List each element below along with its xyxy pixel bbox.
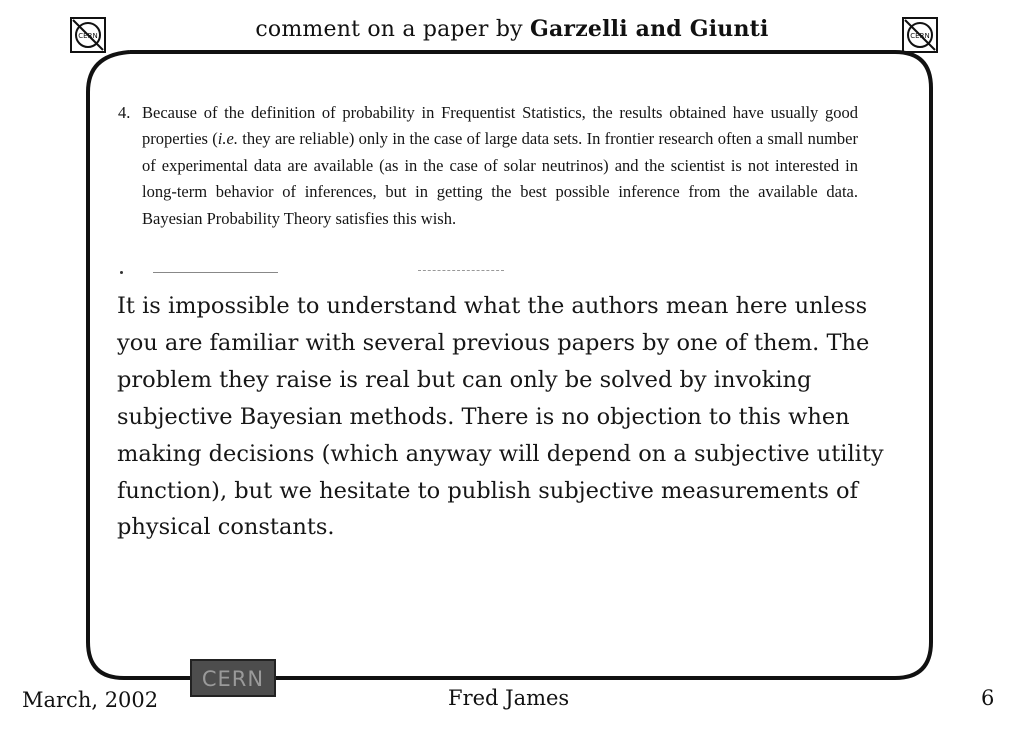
title-authors: Garzelli and Giunti bbox=[529, 16, 769, 42]
footer-date: March, 2002 bbox=[22, 688, 159, 712]
comment-text: It is impossible to understand what the authors mean here unless you are familiar with several previous papers by one of them. The problem they raise is real but can only be solved by invoking subjective Bayesian methods. There is no objection to this when making decisions (which anyway will depend on a subjective utility function), but we hesitate to publish subjective measurements of physical constants. bbox=[117, 293, 884, 541]
separator-rule-dashed bbox=[418, 270, 504, 271]
cern-badge: CERN bbox=[190, 659, 276, 697]
quoted-paragraph bbox=[118, 100, 858, 232]
svg-text:CERN: CERN bbox=[78, 32, 98, 40]
page-number: 6 bbox=[981, 686, 995, 710]
item-number: 4. bbox=[118, 103, 131, 122]
svg-text:CERN: CERN bbox=[910, 32, 930, 40]
separator-rule bbox=[153, 272, 278, 273]
title-prefix: comment on a paper by bbox=[255, 17, 523, 42]
quote-body: Because of the definition of probability in Frequentist Statistics, the results obtained have usually good properties (i.e. they are reliable) only in the case of large data sets. In frontier research often a small number of experimental data are available (as in the case of solar neutrinos) and the scientist is not interested in long-term behavior of inferences, but in getting the best possible inference from the available data. Bayesian Probability Theory satisfies this wish. bbox=[142, 103, 858, 228]
bullet-dot bbox=[120, 271, 123, 274]
footer-author: Fred James bbox=[448, 686, 570, 710]
